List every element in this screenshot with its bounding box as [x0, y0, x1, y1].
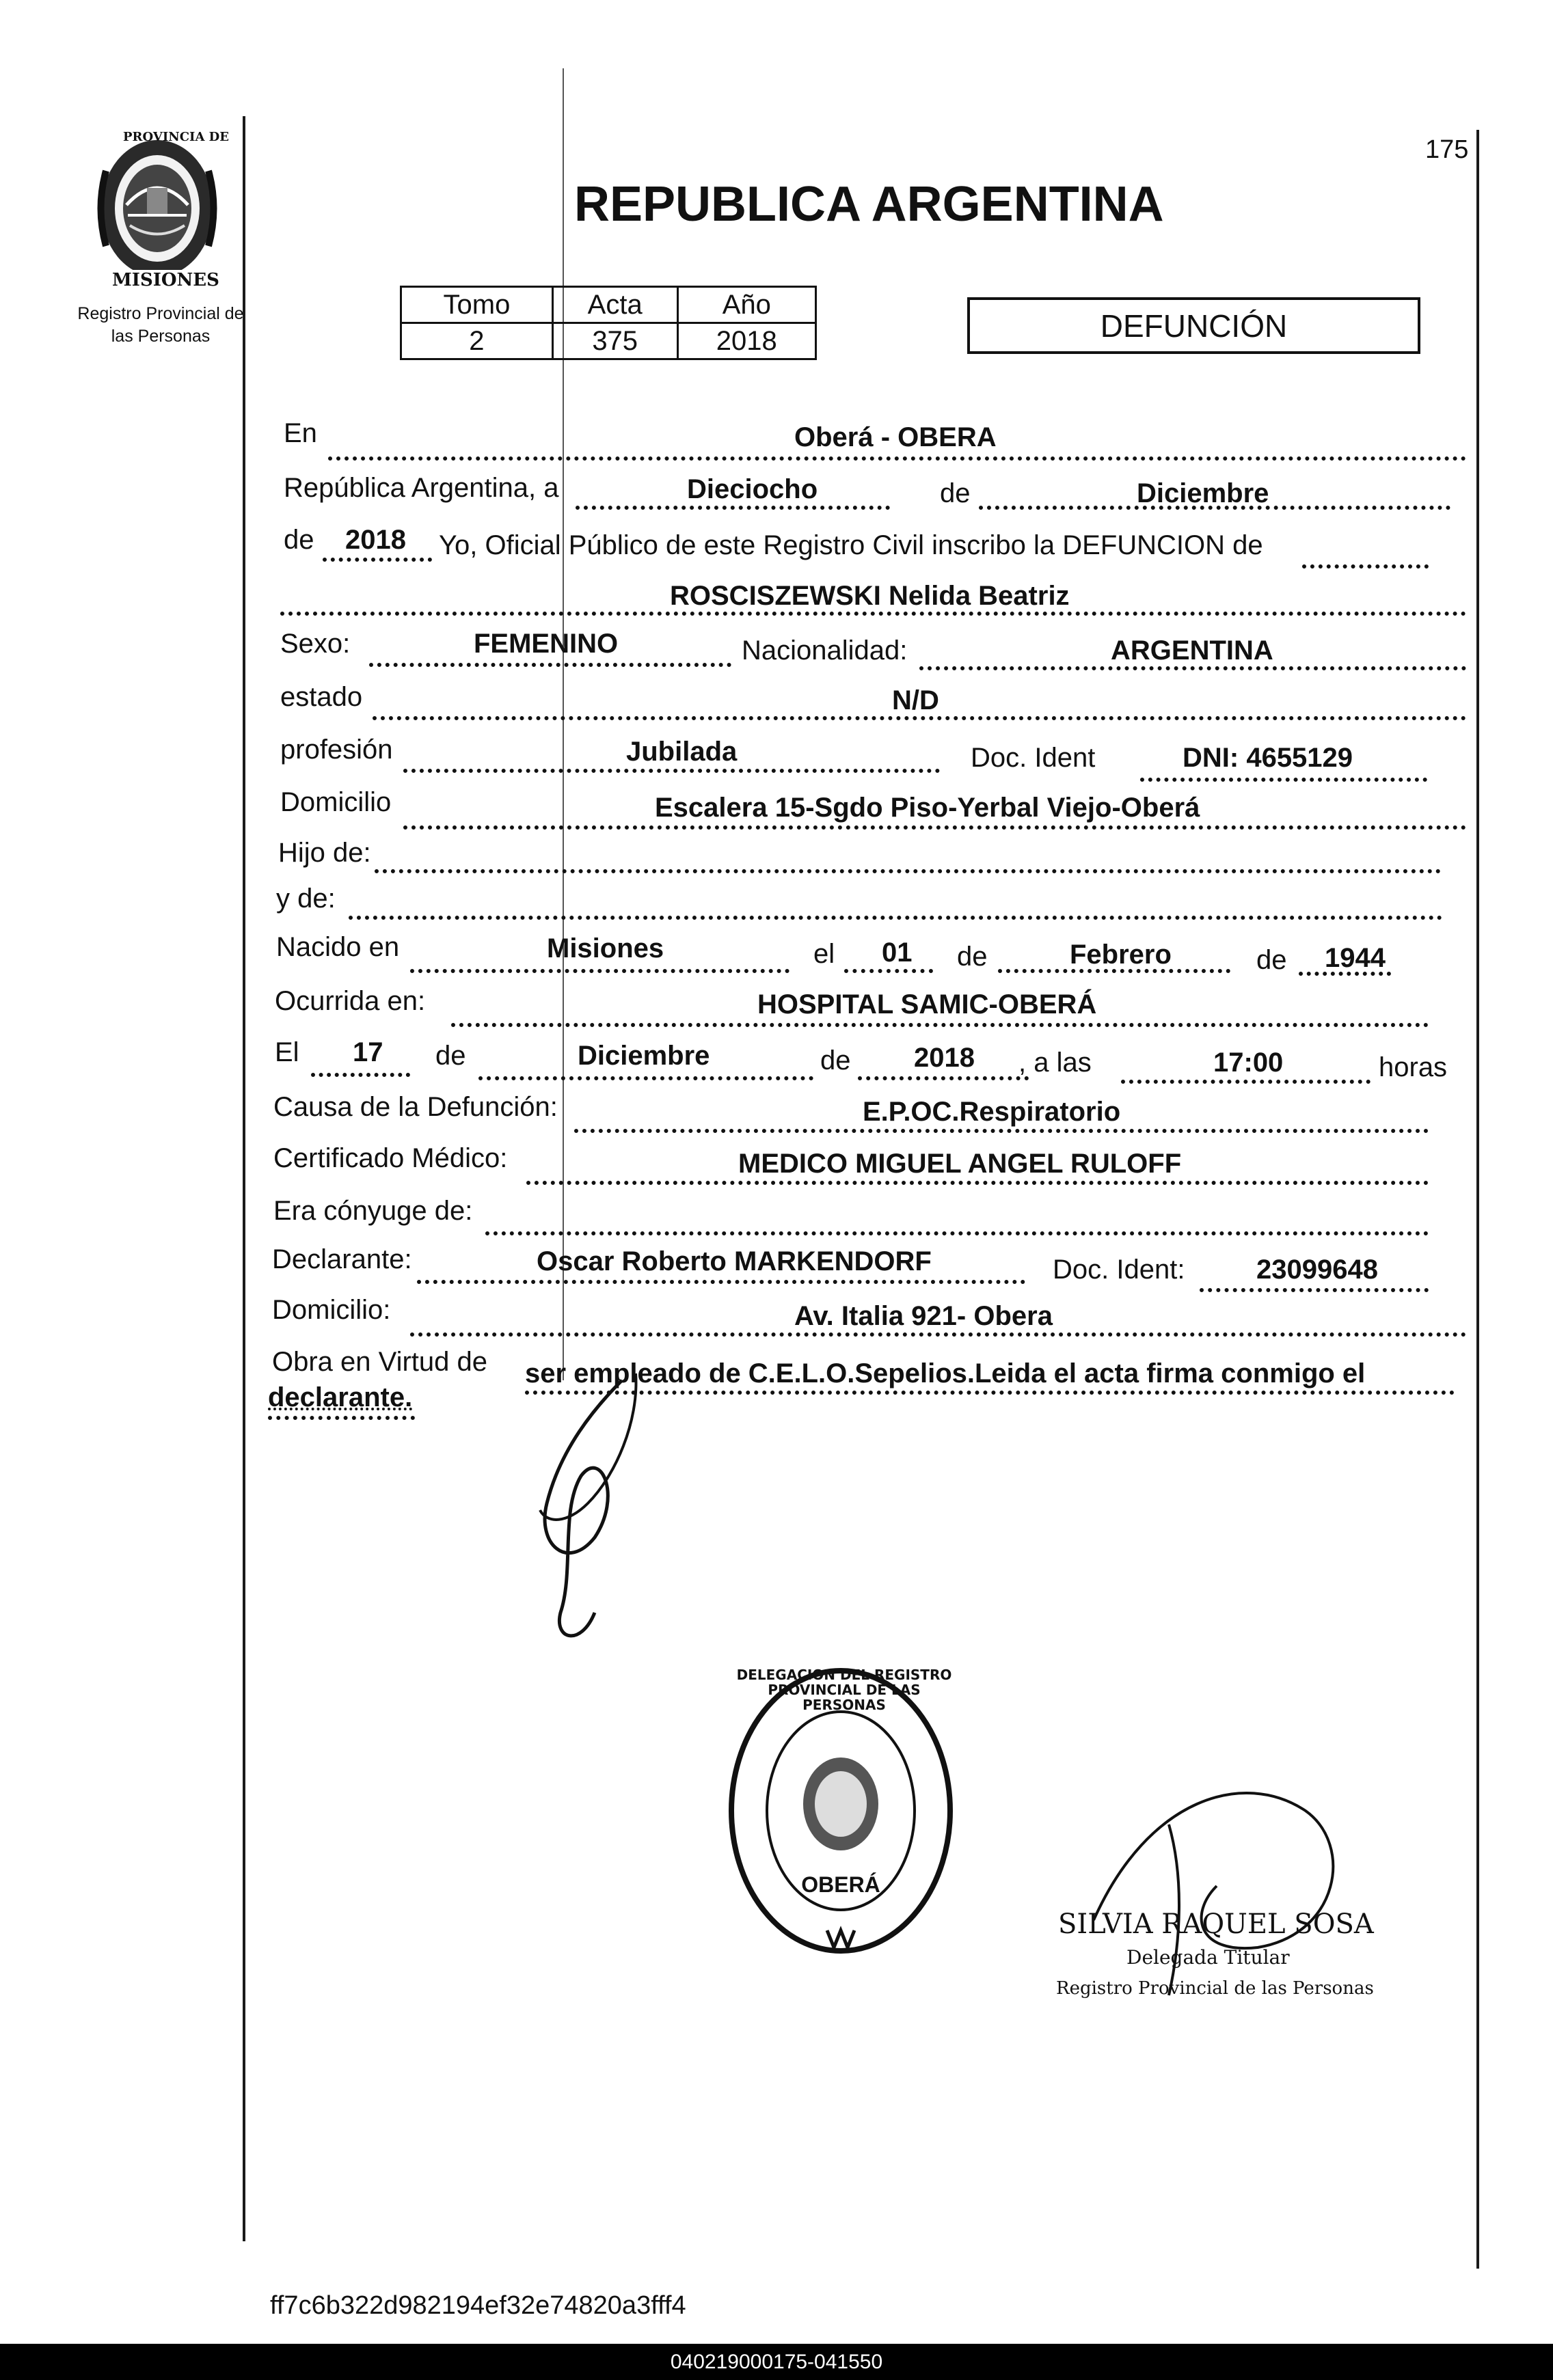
- el2-label: El: [275, 1037, 299, 1067]
- domicilio-label: Domicilio: [280, 787, 392, 817]
- muerte-de1-label: de: [435, 1041, 466, 1071]
- nacido-de2-label: de: [1256, 945, 1287, 975]
- muerte-anio-dots: [858, 1076, 1029, 1080]
- obra-text: ser empleado de C.E.L.O.Sepelios.Leida el acta firma conmigo el: [525, 1358, 1366, 1389]
- page-number: 175: [1425, 135, 1469, 164]
- nacido-anio: 1944: [1325, 943, 1386, 973]
- name-dots: [280, 612, 1466, 616]
- declarante-label: Declarante:: [272, 1244, 412, 1274]
- ocurrida-label: Ocurrida en:: [275, 986, 426, 1016]
- footer-id-bar: 040219000175-041550: [0, 2344, 1553, 2380]
- value-acta: 375: [552, 323, 677, 359]
- conyuge-dots: [485, 1231, 1429, 1235]
- profesion-dots: [403, 769, 940, 773]
- logo-caption-2: las Personas: [111, 327, 211, 346]
- declarant-signature: [519, 1367, 670, 1654]
- hijo-dots: [375, 869, 1441, 873]
- obra-text-2: declarante.: [268, 1382, 413, 1412]
- profesion-label: profesión: [280, 735, 393, 765]
- de-label: de: [940, 478, 971, 508]
- certificado-label: Certificado Médico:: [273, 1143, 508, 1173]
- muerte-hora: 17:00: [1213, 1048, 1284, 1078]
- deceased-name: ROSCISZEWSKI Nelida Beatriz: [670, 581, 1070, 611]
- coat-of-arms-icon: [85, 130, 229, 287]
- causa-value: E.P.OC.Respiratorio: [863, 1097, 1121, 1127]
- day-dots: [576, 506, 890, 510]
- header-anio: Año: [677, 287, 815, 323]
- header-acta: Acta: [552, 287, 677, 323]
- doc-ident-label: Doc. Ident: [971, 743, 1096, 773]
- record-table: [400, 286, 817, 360]
- obra-label: Obra en Virtud de: [272, 1347, 488, 1377]
- y-de-dots: [349, 916, 1442, 920]
- decl-domicilio-value: Av. Italia 921- Obera: [794, 1301, 1053, 1331]
- year-dots: [323, 558, 432, 562]
- official-title: Delegada Titular: [1126, 1946, 1290, 1969]
- nacionalidad-value: ARGENTINA: [1111, 635, 1273, 666]
- domicilio-value: Escalera 15-Sgdo Piso-Yerbal Viejo-Oberá: [655, 793, 1200, 823]
- muerte-hora-dots: [1121, 1080, 1370, 1084]
- doc-ident-value: DNI: 4655129: [1183, 743, 1353, 773]
- muerte-mes-dots: [478, 1076, 813, 1080]
- decl-doc-label: Doc. Ident:: [1053, 1255, 1185, 1285]
- declarante-dots: [417, 1280, 1025, 1284]
- profesion-value: Jubilada: [626, 737, 738, 767]
- sexo-dots: [369, 663, 731, 667]
- month-value: Diciembre: [1137, 478, 1269, 508]
- nacido-lugar-dots: [410, 969, 789, 973]
- sexo-value: FEMENINO: [474, 629, 619, 659]
- hijo-label: Hijo de:: [278, 838, 371, 868]
- official-name: SILVIA RAQUEL SOSA: [1058, 1909, 1374, 1940]
- estado-dots: [373, 716, 1466, 720]
- header-tomo: Tomo: [401, 287, 553, 323]
- muerte-dia-dots: [311, 1073, 410, 1077]
- republica-label: República Argentina, a: [284, 473, 559, 503]
- nacionalidad-dots: [919, 666, 1466, 670]
- en-dots: [328, 456, 1466, 461]
- sexo-label: Sexo:: [280, 629, 351, 659]
- stamp-ring-text: DELEGACION DEL REGISTRO PROVINCIAL DE LAS PERSONAS: [736, 1667, 952, 1713]
- decl-domicilio-dots: [410, 1332, 1466, 1337]
- muerte-dia: 17: [353, 1037, 383, 1067]
- yo-text: Yo, Oficial Público de este Registro Civil inscribo la DEFUNCION de: [439, 530, 1263, 560]
- document-hash: ff7c6b322d982194ef32e74820a3fff4: [270, 2291, 686, 2320]
- page-title: REPUBLICA ARGENTINA: [574, 177, 1164, 232]
- official-signature: [1066, 1749, 1367, 2009]
- nacido-dia: 01: [882, 938, 913, 968]
- year-value: 2018: [345, 525, 406, 555]
- official-signature-scribble-icon: [1066, 1749, 1367, 2009]
- estado-value: N/D: [892, 685, 939, 715]
- record-type-box: DEFUNCIÓN: [967, 297, 1420, 354]
- estado-label: estado: [280, 682, 363, 712]
- day-words: Dieciocho: [687, 474, 818, 504]
- muerte-de2-label: de: [820, 1045, 851, 1076]
- nacido-dia-dots: [844, 969, 933, 973]
- doc-ident-dots: [1140, 778, 1427, 782]
- causa-label: Causa de la Defunción:: [273, 1092, 558, 1122]
- nacido-label: Nacido en: [276, 932, 400, 962]
- decl-doc-value: 23099648: [1256, 1255, 1378, 1285]
- value-anio: 2018: [677, 323, 815, 359]
- certificado-dots: [526, 1181, 1429, 1185]
- signature-scribble-icon: [519, 1367, 670, 1654]
- el-label: el: [813, 939, 835, 969]
- place-value: Oberá - OBERA: [794, 422, 997, 452]
- logo-text-top: PROVINCIA DE: [123, 130, 230, 144]
- causa-dots: [574, 1129, 1429, 1133]
- a-las-label: , a las: [1018, 1048, 1092, 1078]
- conyuge-label: Era cónyuge de:: [273, 1196, 473, 1226]
- y-de-label: y de:: [276, 884, 336, 914]
- year-prefix-label: de: [284, 525, 314, 555]
- registry-logo: [85, 130, 229, 287]
- certificado-value: MEDICO MIGUEL ANGEL RULOFF: [738, 1149, 1182, 1179]
- logo-caption-1: Registro Provincial de: [77, 304, 244, 323]
- nacionalidad-label: Nacionalidad:: [742, 635, 908, 666]
- official-office: Registro Provincial de las Personas: [1056, 1978, 1374, 1999]
- logo-text-bottom: MISIONES: [109, 270, 222, 290]
- decl-doc-dots: [1200, 1288, 1429, 1292]
- en-label: En: [284, 418, 317, 448]
- muerte-mes: Diciembre: [578, 1041, 710, 1071]
- horas-label: horas: [1379, 1052, 1448, 1082]
- nacido-de1-label: de: [957, 942, 988, 972]
- right-margin-line: [1476, 130, 1479, 2269]
- stamp-center-text: OBERÁ: [801, 1872, 880, 1897]
- ocurrida-value: HOSPITAL SAMIC-OBERÁ: [757, 989, 1097, 1020]
- domicilio-dots: [403, 825, 1466, 830]
- nacido-mes: Febrero: [1070, 940, 1172, 970]
- nacido-lugar: Misiones: [547, 933, 664, 963]
- value-tomo: 2: [401, 323, 553, 359]
- decl-domicilio-label: Domicilio:: [272, 1295, 391, 1325]
- ocurrida-dots: [451, 1023, 1429, 1027]
- obra-dots-2: [268, 1416, 415, 1420]
- declarante-value: Oscar Roberto MARKENDORF: [537, 1246, 932, 1276]
- left-margin-line: [243, 116, 245, 2241]
- muerte-anio: 2018: [914, 1043, 975, 1073]
- yo-dots: [1302, 564, 1429, 569]
